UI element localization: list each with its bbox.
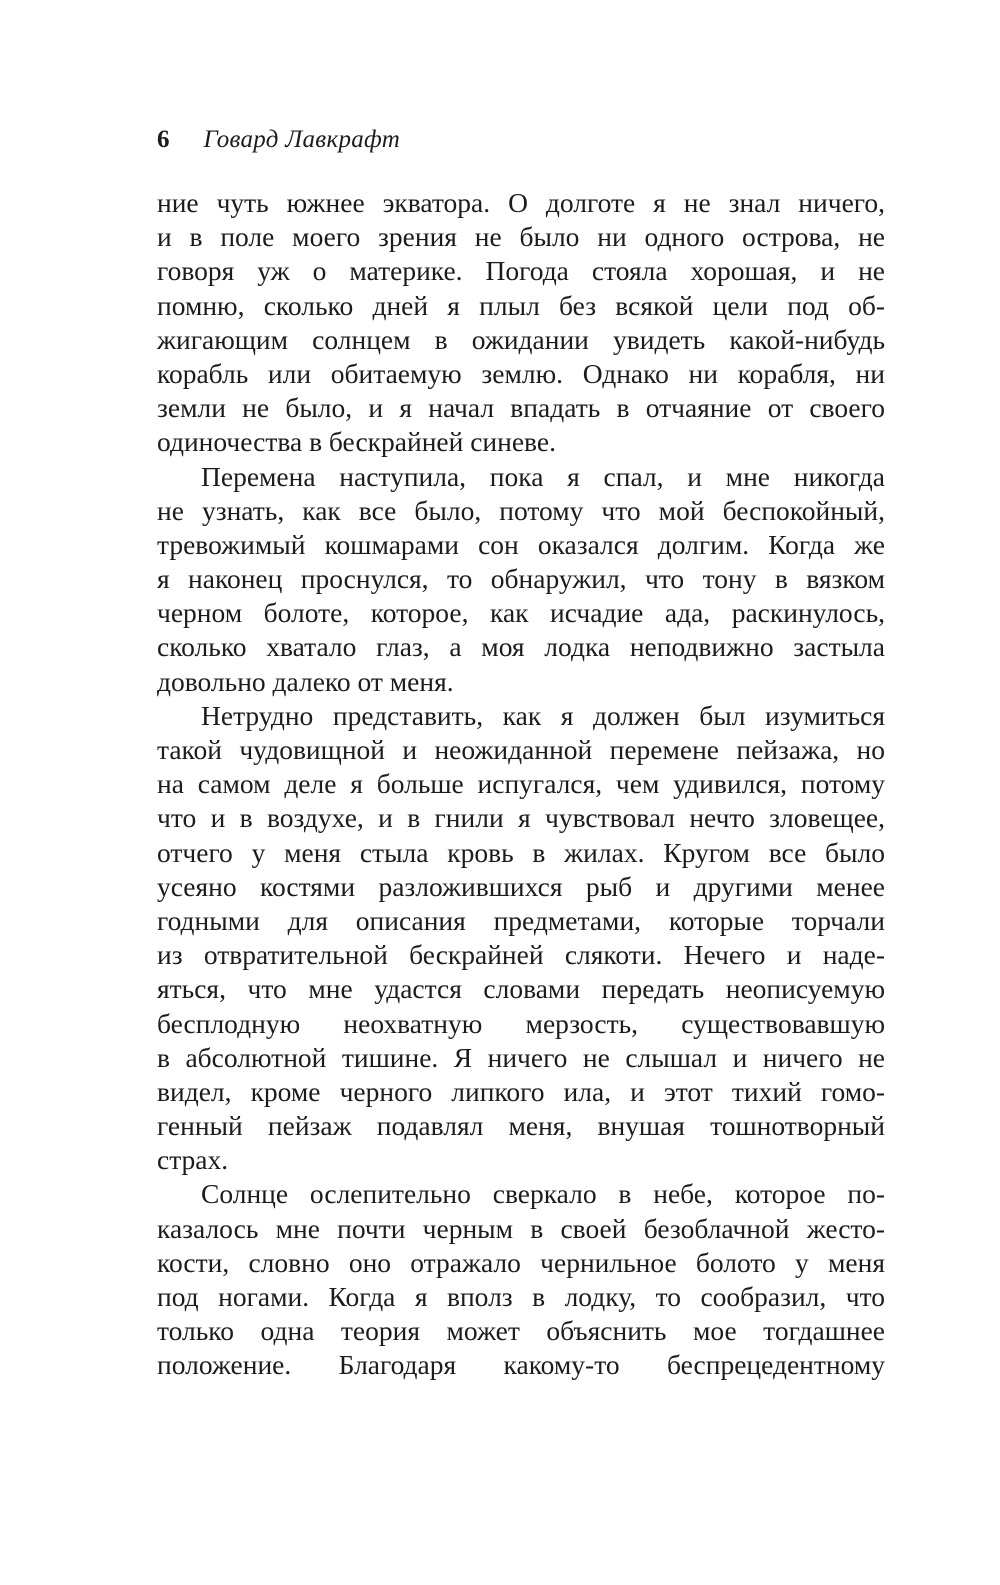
body-text [157,186,885,1383]
text-line: бесплодную неохватную мерзость, существовавшую [157,1007,885,1039]
text-line: положение. Благодаря какому-то беспрецедентному [157,1349,885,1381]
text-line: только одна теория может объяснить мое тогдашнее [157,1315,885,1347]
text-line: черном болоте, которое, как исчадие ада, раскинулось, [157,597,885,629]
text-line: на самом деле я больше испугался, чем удивился, потому [157,768,885,800]
text-line: под ногами. Когда я вполз в лодку, то сообразил, что [157,1281,885,1312]
text-line: тревожимый кошмарами сон оказался долгим. Когда же [157,528,885,560]
text-line: из отвратительной бескрайней слякоти. Нечего и наде- [157,939,885,971]
text-line: говоря уж о материке. Погода стояла хорошая, и не [157,255,885,287]
text-line: кости, словно оно отражало чернильное болото у меня [157,1246,885,1278]
text-line: жигающим солнцем в ожидании увидеть какой-нибудь [157,323,885,355]
text-line: помню, сколько дней я плыл без всякой цели под об- [157,289,885,321]
text-line: земли не было, и я начал впадать в отчаяние от своего [157,392,885,424]
text-line: сколько хватало глаз, а моя лодка неподвижно застыла [157,631,885,663]
text-line: и в поле моего зрения не было ни одного острова, не [157,221,885,253]
text-line: ние чуть южнее экватора. О долготе я не знал ничего, [157,187,885,218]
text-line: одиночества в бескрайней синеве. [157,426,556,458]
text-line: страх. [157,1144,229,1176]
text-line: отчего у меня стыла кровь в жилах. Кругом все было [157,836,885,868]
page-header [157,126,400,160]
text-line: яться, что мне удастся словами передать неописуемую [157,973,885,1005]
text-line: казалось мне почти черным в своей безоблачной жесто- [157,1212,885,1244]
paragraph-start-line: Солнце ослепительно сверкало в небе, которое по- [201,1178,885,1210]
text-line: довольно далеко от меня. [157,665,454,697]
text-line: генный пейзаж подавлял меня, внушая тошнотворный [157,1110,885,1142]
text-line: усеяно костями разложившихся рыб и другими менее [157,870,885,902]
paragraph-start-line: Нетрудно представить, как я должен был изумиться [201,699,885,731]
text-line: такой чудовищной и неожиданной перемене пейзажа, но [157,734,885,765]
page-number: 6 [157,126,170,153]
text-line: я наконец проснулся, то обнаружил, что тону в вязком [157,563,885,595]
running-head-author: Говард Лавкрафт [203,126,401,153]
text-line: видел, кроме черного липкого ила, и этот тихий гомо- [157,1075,885,1107]
text-line: годными для описания предметами, которые торчали [157,904,885,936]
text-line: в абсолютной тишине. Я ничего не слышал и ничего не [157,1041,885,1073]
text-line: не узнать, как все было, потому что мой беспокойный, [157,494,885,526]
paragraph-start-line: Перемена наступила, пока я спал, и мне никогда [201,460,885,492]
text-line: что и в воздухе, и в гнили я чувствовал нечто зловещее, [157,802,885,834]
text-line: корабль или обитаемую землю. Однако ни корабля, ни [157,357,885,389]
